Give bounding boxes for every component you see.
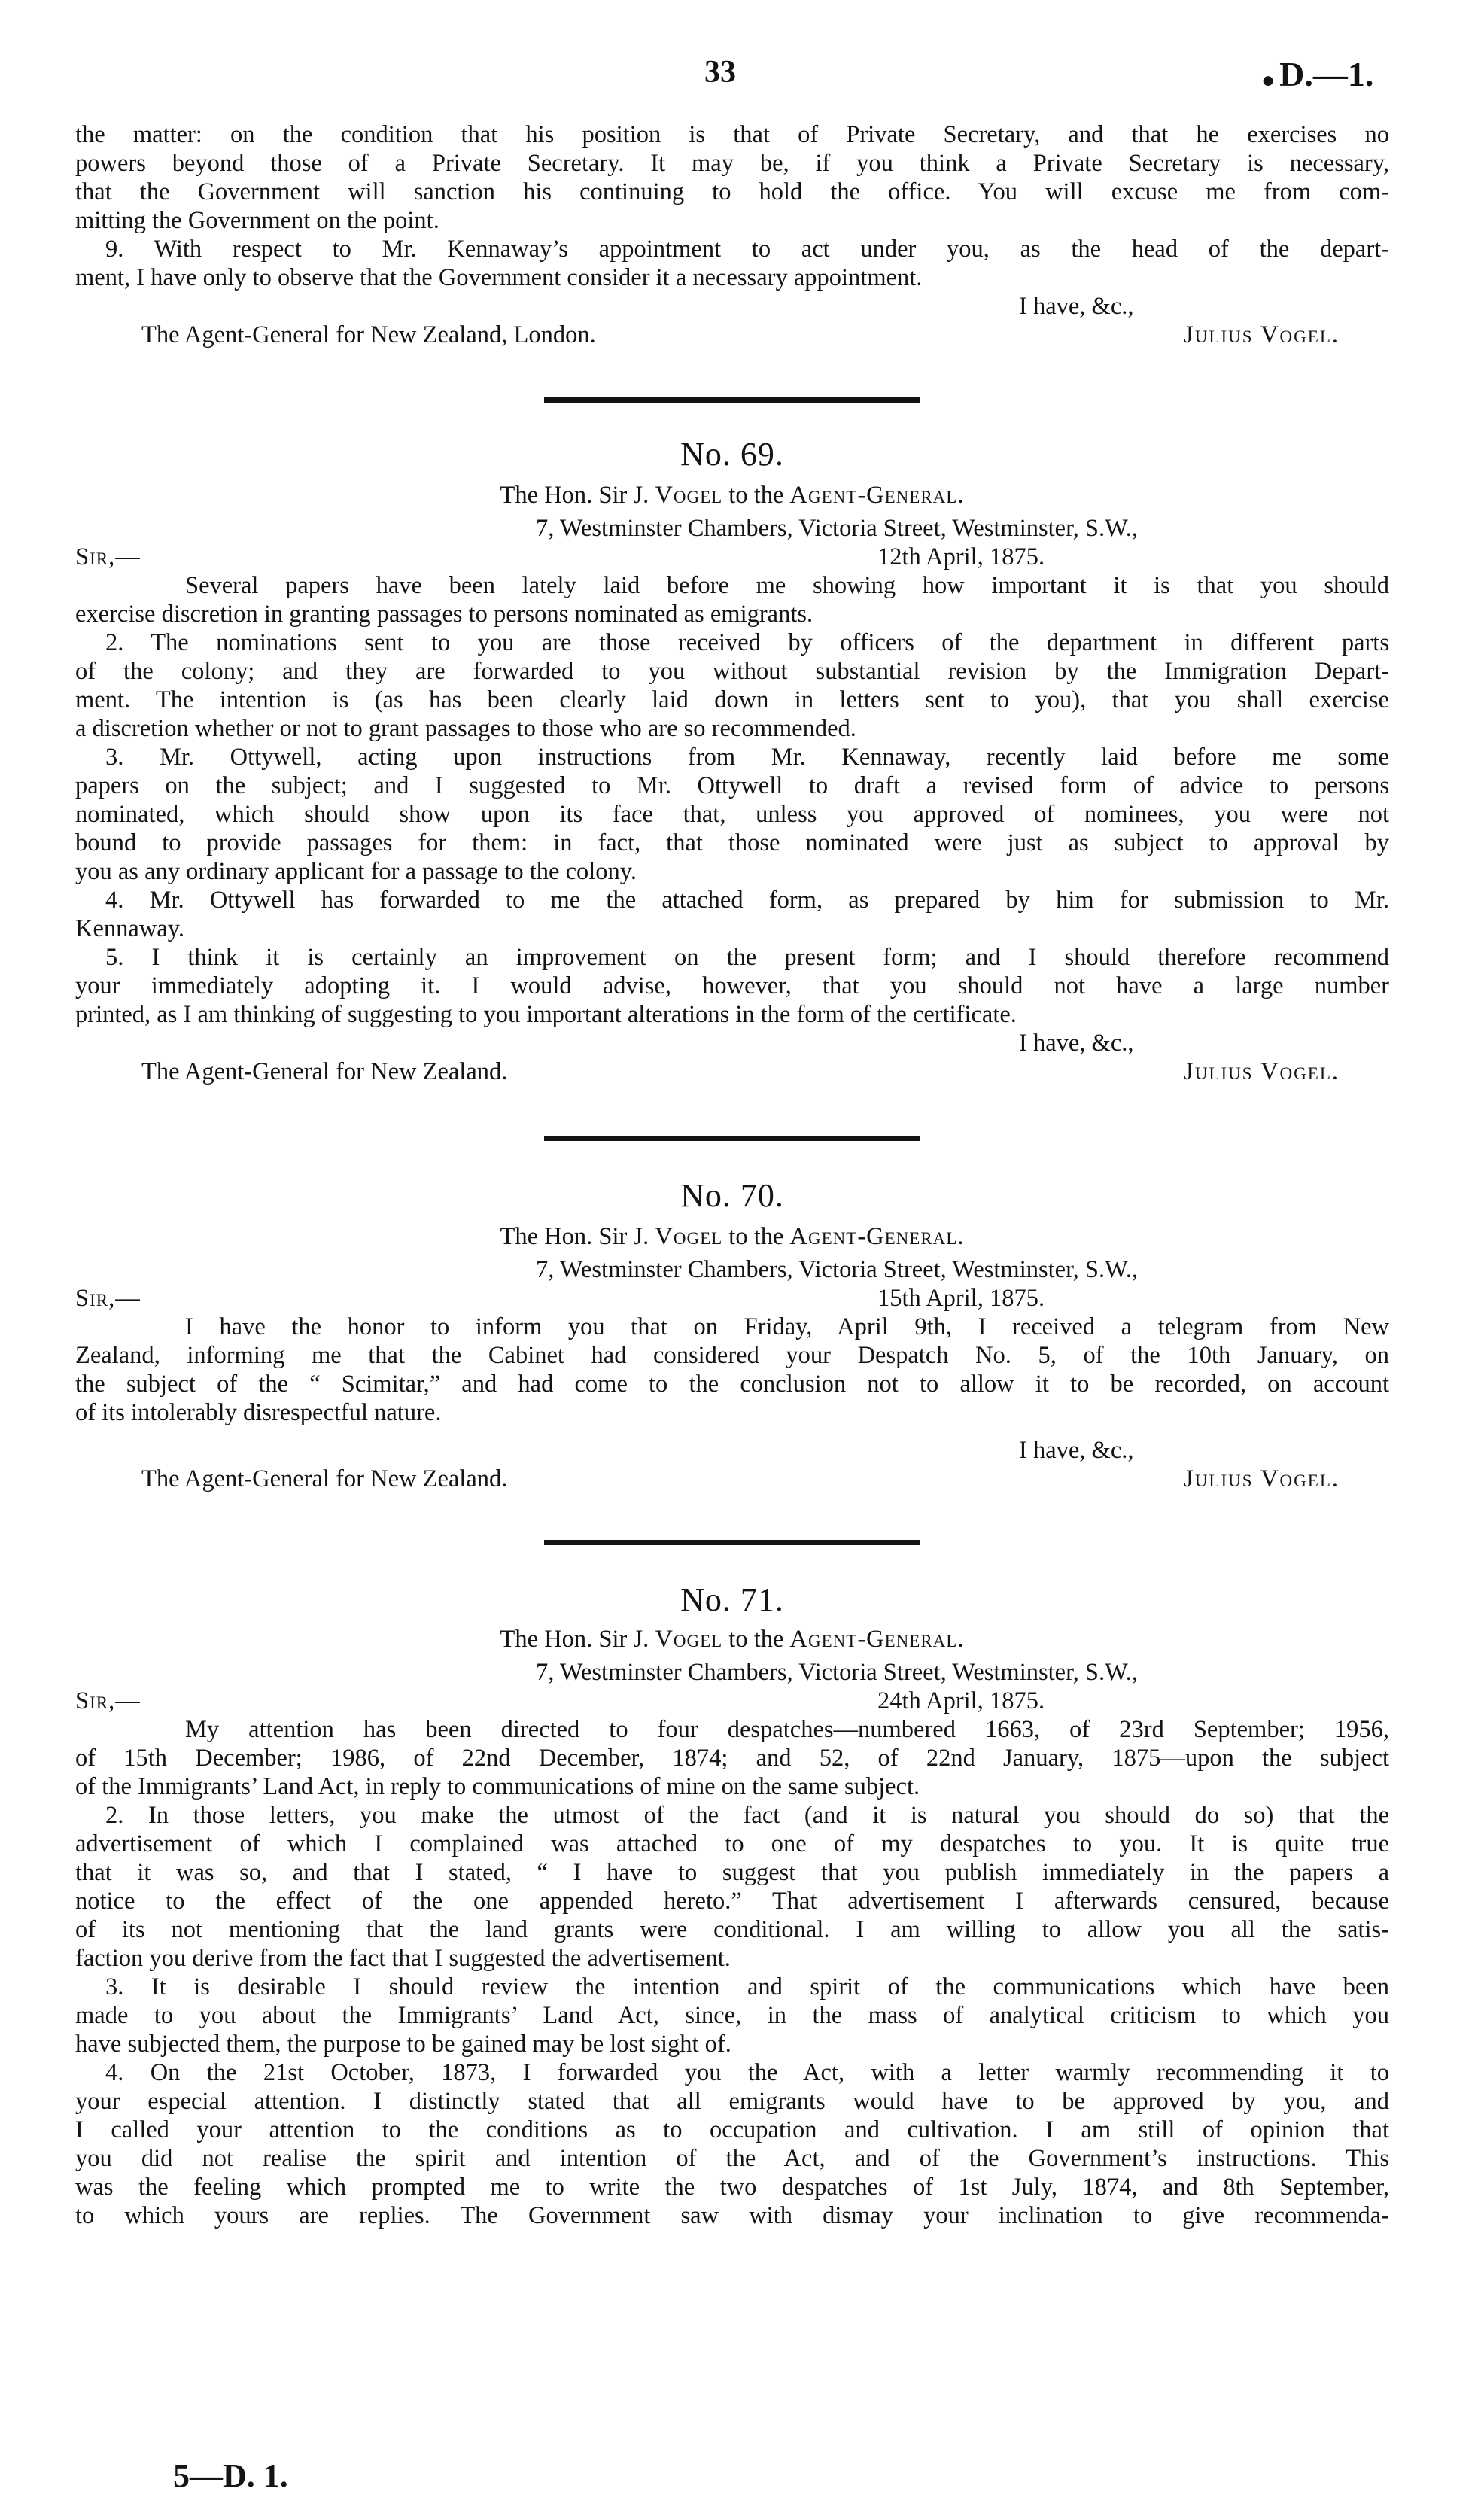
text-line: Zealand, informing me that the Cabinet had considered your Despatch No. 5, of the 10th January, on [75, 1342, 1389, 1369]
page-reference [1261, 54, 1373, 94]
signature: Julius Vogel. [1184, 321, 1340, 348]
salutation-date-row [75, 1284, 1389, 1313]
heading-prefix: The Hon. Sir J. [500, 1223, 649, 1250]
letter-date: 15th April, 1875. [877, 1285, 1045, 1312]
letter-address: 7, Westminster Chambers, Victoria Street, Westminster, S.W., [536, 1659, 1139, 1686]
heading-recipient: Agent-General. [789, 482, 965, 509]
bullet-mark: ● [1261, 68, 1276, 93]
text-line: bound to provide passages for them: in fact, that those nominated were just as subject to approval by [75, 829, 1389, 856]
letter-date: 24th April, 1875. [877, 1687, 1045, 1714]
text-line: powers beyond those of a Private Secretary. It may be, if you think a Private Secretary is necessary, [75, 150, 1389, 177]
text-line: made to you about the Immigrants’ Land Act, since, in the mass of analytical criticism to which you [75, 2002, 1389, 2029]
text-line: 4. On the 21st October, 1873, I forwarded you the Act, with a letter warmly recommending it to [105, 2059, 1389, 2086]
addressee: The Agent-General for New Zealand. [141, 1058, 508, 1085]
heading-sender: Vogel [655, 1223, 723, 1250]
text-line: that the Government will sanction his continuing to hold the office. You will excuse me from com- [75, 178, 1389, 205]
text-line: exercise discretion in granting passages to persons nominated as emigrants. [75, 601, 813, 628]
text-line: My attention has been directed to four despatches—numbered 1663, of 23rd September; 1956, [185, 1716, 1389, 1743]
letter-number: No. 70. [680, 1177, 784, 1214]
letter-no-69 [75, 436, 1389, 1086]
text-line: 2. In those letters, you make the utmost of the fact (and it is natural you should do so) that the [105, 1802, 1389, 1829]
addressee: The Agent-General for New Zealand, London. [141, 321, 596, 348]
heading-recipient: Agent-General. [789, 1626, 965, 1653]
text-line: notice to the effect of the one appended hereto.” That advertisement I afterwards censured, because [75, 1888, 1389, 1915]
salutation-date-row [75, 543, 1389, 571]
text-line: ment. The intention is (as has been clearly laid down in letters sent to you), that you shall exercise [75, 686, 1389, 713]
text-line: ment, I have only to observe that the Government consider it a necessary appointment. [75, 264, 923, 291]
heading-mid: to the [728, 1223, 784, 1250]
text-line: of the Immigrants’ Land Act, in reply to communications of mine on the same subject. [75, 1773, 920, 1800]
text-line: the subject of the “ Scimitar,” and had come to the conclusion not to allow it to be recorded, on account [75, 1371, 1389, 1398]
text-line: the matter: on the condition that his position is that of Private Secretary, and that he exercises no [75, 121, 1389, 148]
heading-sender: Vogel [655, 1626, 723, 1653]
text-line: advertisement of which I complained was attached to one of my despatches to you. It is quite true [75, 1830, 1389, 1857]
signature-row [75, 1057, 1389, 1086]
text-line: printed, as I am thinking of suggesting to you important alterations in the form of the certificate. [75, 1001, 1017, 1028]
heading-prefix: The Hon. Sir J. [500, 482, 649, 509]
closing-line: I have, &c., [1019, 1437, 1134, 1464]
letter-no-70 [75, 1177, 1389, 1493]
text-line: mitting the Government on the point. [75, 207, 439, 234]
letter-number: No. 69. [680, 436, 784, 473]
text-line: papers on the subject; and I suggested to Mr. Ottywell to draft a revised form of advice to persons [75, 772, 1389, 799]
continuation-block [75, 120, 1389, 349]
letter-heading [75, 1625, 1389, 1654]
page-content [75, 120, 1389, 2230]
signature-mark: 5—D. 1. [173, 2457, 288, 2494]
addressee: The Agent-General for New Zealand. [141, 1465, 508, 1492]
letter-number: No. 71. [680, 1581, 784, 1618]
text-line: 9. With respect to Mr. Kennaway’s appointment to act under you, as the head of the depart- [105, 236, 1389, 263]
salutation-date-row [75, 1687, 1389, 1715]
letter-no-71 [75, 1581, 1389, 2230]
text-line: I have the honor to inform you that on Friday, April 9th, I received a telegram from New [185, 1313, 1389, 1340]
closing-line: I have, &c., [1019, 293, 1134, 320]
text-line: 3. Mr. Ottywell, acting upon instructions from Mr. Kennaway, recently laid before me some [105, 744, 1389, 771]
text-line: your especial attention. I distinctly stated that all emigrants would have to be approved by you, and [75, 2088, 1389, 2115]
text-line: I called your attention to the conditions as to occupation and cultivation. I am still of opinion that [75, 2116, 1389, 2143]
text-line: have subjected them, the purpose to be gained may be lost sight of. [75, 2031, 731, 2058]
text-line: nominated, which should show upon its face that, unless you approved of nominees, you were not [75, 801, 1389, 828]
text-line: of its intolerably disrespectful nature. [75, 1399, 442, 1426]
text-line: a discretion whether or not to grant passages to those who are so recommended. [75, 715, 856, 742]
text-line: faction you derive from the fact that I suggested the advertisement. [75, 1945, 731, 1972]
heading-recipient: Agent-General. [789, 1223, 965, 1250]
signature-row [75, 321, 1389, 349]
salutation: Sir,— [75, 543, 141, 570]
signature-row [75, 1465, 1389, 1493]
letter-address: 7, Westminster Chambers, Victoria Street, Westminster, S.W., [536, 515, 1139, 542]
signature: Julius Vogel. [1184, 1465, 1340, 1492]
text-line: to which yours are replies. The Government saw with dismay your inclination to give recommenda- [75, 2202, 1389, 2229]
section-divider [544, 397, 920, 403]
text-line: 3. It is desirable I should review the intention and spirit of the communications which have been [105, 1973, 1389, 2000]
text-line: of 15th December; 1986, of 22nd December, 1874; and 52, of 22nd January, 1875—upon the subject [75, 1745, 1389, 1772]
text-line: Kennaway. [75, 915, 184, 942]
signature: Julius Vogel. [1184, 1058, 1340, 1085]
section-divider [544, 1540, 920, 1545]
salutation: Sir,— [75, 1285, 141, 1312]
text-line: you as any ordinary applicant for a passage to the colony. [75, 858, 637, 885]
salutation: Sir,— [75, 1687, 141, 1714]
letter-date: 12th April, 1875. [877, 543, 1045, 570]
closing-line: I have, &c., [1019, 1030, 1134, 1057]
heading-mid: to the [728, 1626, 784, 1653]
heading-mid: to the [728, 482, 784, 509]
page-ref-text: D.—1. [1279, 55, 1374, 93]
text-line: was the feeling which prompted me to write the two despatches of 1st July, 1874, and 8th September, [75, 2174, 1389, 2201]
text-line: of its not mentioning that the land grants were conditional. I am willing to allow you all the satis- [75, 1916, 1389, 1943]
text-line: Several papers have been lately laid before me showing how important it is that you should [185, 572, 1389, 599]
letter-heading [75, 1222, 1389, 1251]
section-divider [544, 1136, 920, 1141]
text-line: your immediately adopting it. I would advise, however, that you should not have a large number [75, 972, 1389, 999]
text-line: 5. I think it is certainly an improvement on the present form; and I should therefore recommend [105, 944, 1389, 971]
text-line: you did not realise the spirit and intention of the Act, and of the Government’s instructions. This [75, 2145, 1389, 2172]
text-line: of the colony; and they are forwarded to you without substantial revision by the Immigration Depart- [75, 658, 1389, 685]
heading-prefix: The Hon. Sir J. [500, 1626, 649, 1653]
text-line: 4. Mr. Ottywell has forwarded to me the attached form, as prepared by him for submission to Mr. [105, 887, 1389, 914]
text-line: that it was so, and that I stated, “ I have to suggest that you publish immediately in the papers a [75, 1859, 1389, 1886]
letter-heading [75, 481, 1389, 510]
page-number: 33 [704, 55, 736, 90]
text-line: 2. The nominations sent to you are those received by officers of the department in different parts [105, 629, 1389, 656]
heading-sender: Vogel [655, 482, 723, 509]
letter-address: 7, Westminster Chambers, Victoria Street, Westminster, S.W., [536, 1256, 1139, 1283]
